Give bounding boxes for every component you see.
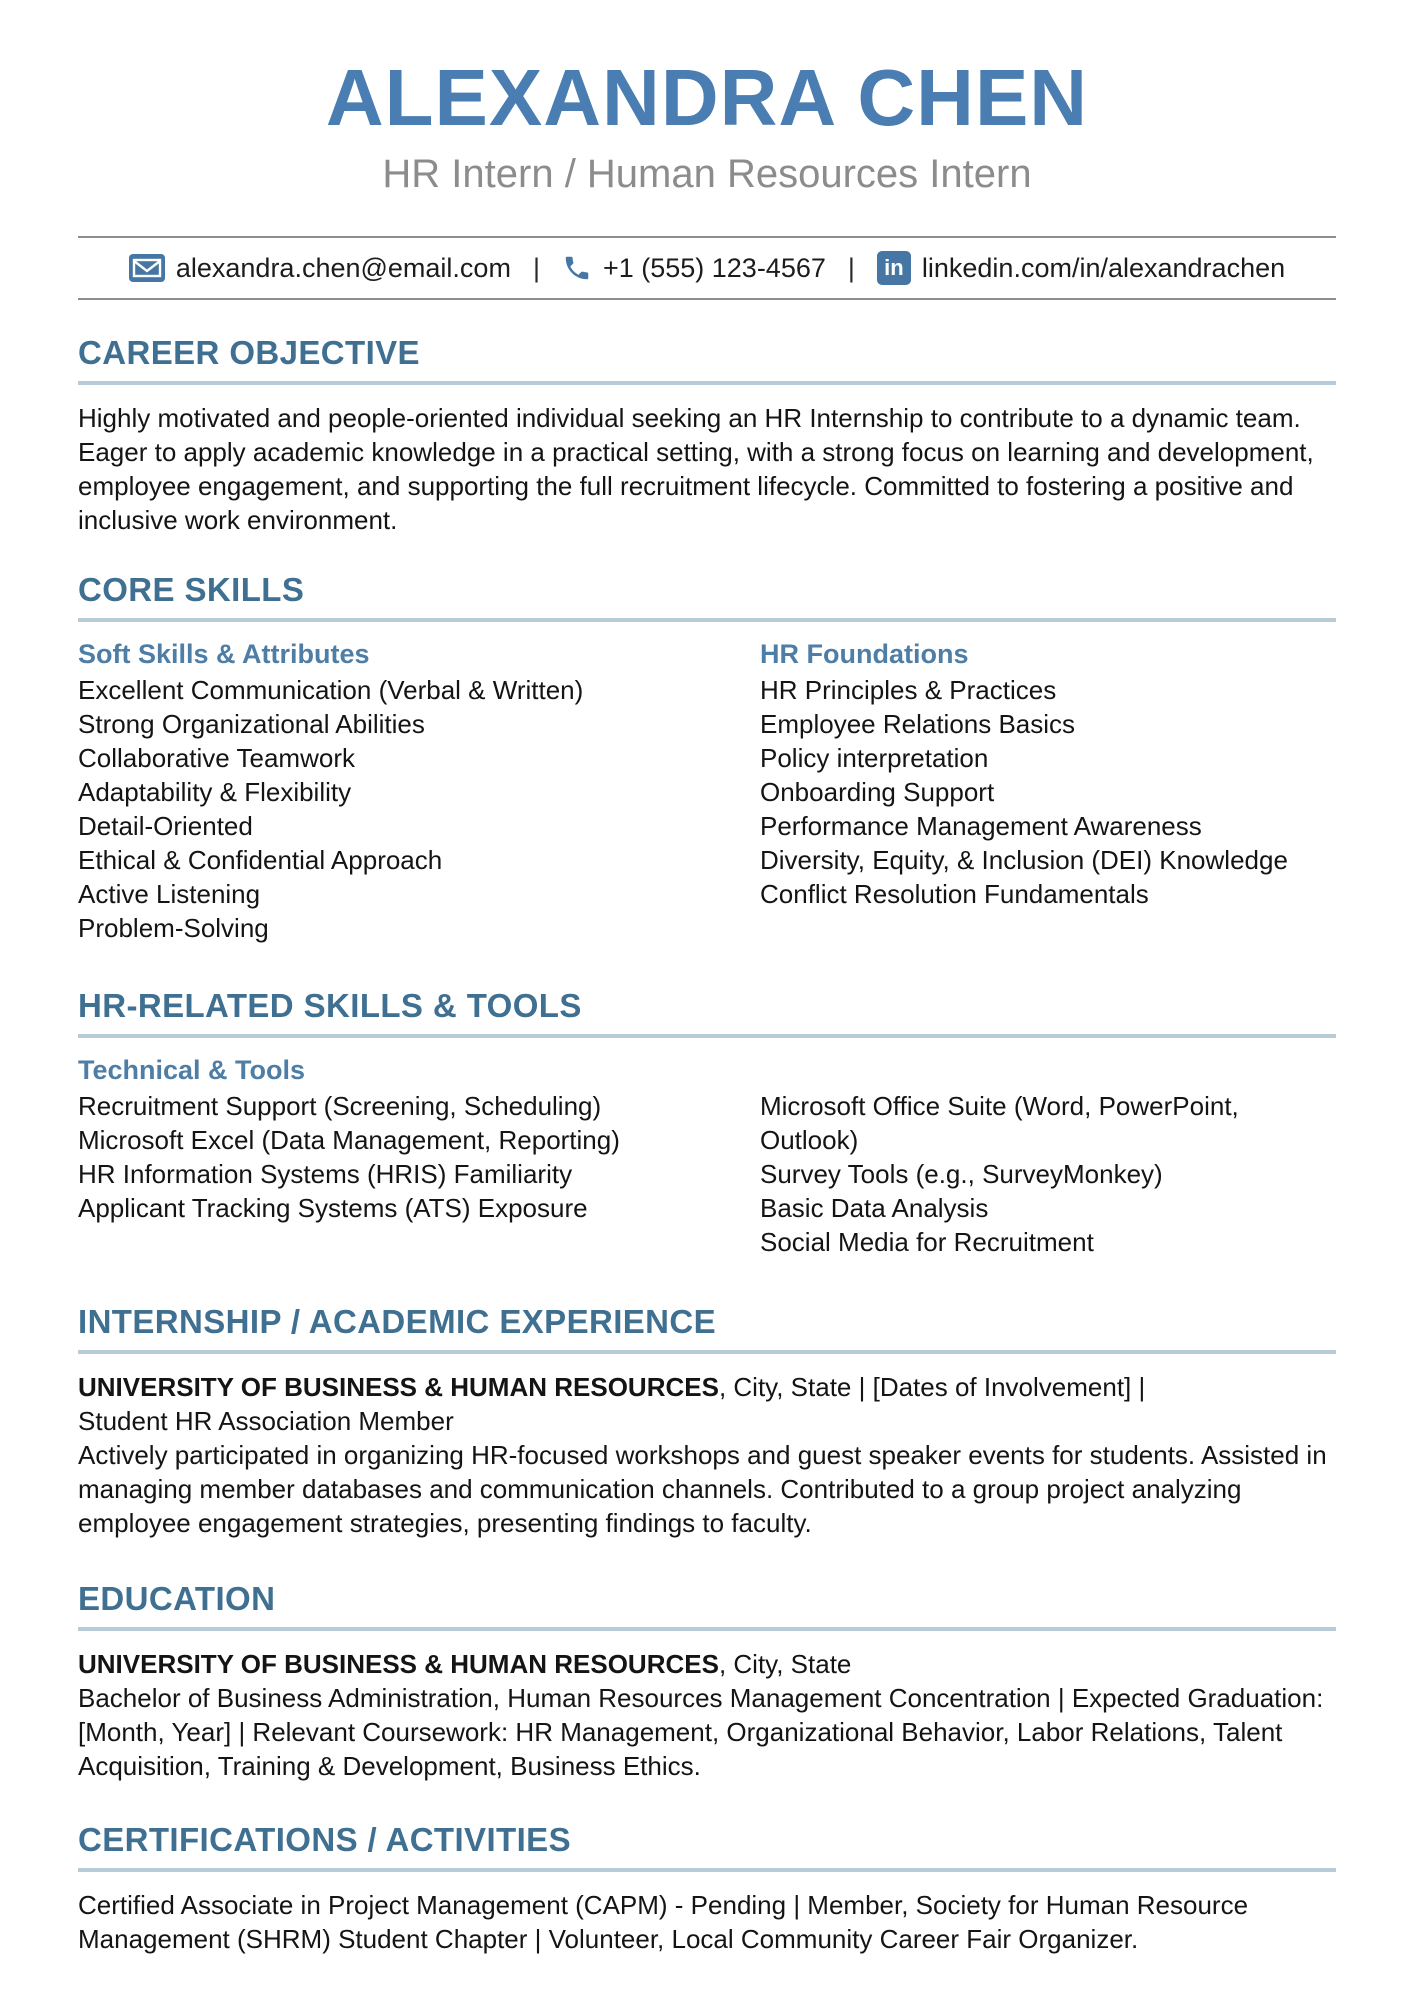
list-item: Microsoft Excel (Data Management, Reporting)	[78, 1124, 620, 1155]
list-item: Collaborative Teamwork	[78, 742, 355, 773]
list-item: Active Listening	[78, 878, 261, 909]
experience-org: UNIVERSITY OF BUSINESS & HUMAN RESOURCES	[78, 1371, 719, 1402]
list-item: Problem-Solving	[78, 912, 269, 943]
education-org: UNIVERSITY OF BUSINESS & HUMAN RESOURCES	[78, 1648, 719, 1679]
list-item: Onboarding Support	[760, 776, 995, 807]
education-org-line	[78, 1647, 1336, 1681]
contact-phone-text: +1 (555) 123-4567	[602, 252, 826, 283]
core-skills-columns	[78, 637, 1336, 945]
list-item: Detail-Oriented	[78, 810, 253, 841]
list-item: Strong Organizational Abilities	[78, 708, 425, 739]
section-underline	[78, 1868, 1336, 1872]
list-item: Basic Data Analysis	[760, 1192, 989, 1223]
list-item: HR Principles & Practices	[760, 674, 1057, 705]
list-item: Ethical & Confidential Approach	[78, 844, 443, 875]
certifications-body: Certified Associate in Project Management (CAPM) - Pending | Member, Society for Human Resource Management (SHRM) Student Chapter | Volunteer, Local Community Career Fair Organizer.	[78, 1889, 1249, 1954]
career-objective-text: Highly motivated and people-oriented individual seeking an HR Internship to contribute to a dynamic team. Eager to apply academic knowledge in a practical setting, with a strong focus on learning and development, employee engagement, and supporting the full recruitment lifecycle. Committed to fostering a positive and inclusive work environment.	[78, 402, 1314, 535]
section-heading-hr-tools: HR-RELATED SKILLS & TOOLS	[78, 986, 582, 1024]
skills-column-hr-foundations	[760, 637, 1336, 945]
section-heading-core-skills: CORE SKILLS	[78, 570, 305, 608]
contact-linkedin-text: linkedin.com/in/alexandrachen	[921, 252, 1286, 283]
list-item: Recruitment Support (Screening, Scheduling)	[78, 1090, 602, 1121]
section-underline	[78, 1350, 1336, 1354]
experience-org-line	[78, 1370, 1336, 1404]
section-underline	[78, 1034, 1336, 1038]
contact-bar	[78, 238, 1336, 298]
list-item: Adaptability & Flexibility	[78, 776, 352, 807]
section-experience	[78, 1303, 1336, 1540]
soft-skills-subheading: Soft Skills & Attributes	[78, 638, 370, 669]
experience-org-meta: , City, State | [Dates of Involvement] |	[718, 1371, 1146, 1402]
education-body: Bachelor of Business Administration, Human Resources Management Concentration | Expected Graduation: [Month, Year] | Relevant Coursework: HR Management, Organizational Behavior, Labor Relations, Talent Acquisition, Training & Development, Business Ethics.	[78, 1682, 1324, 1781]
hr-tools-columns	[78, 1089, 1336, 1259]
phone-icon	[562, 253, 592, 283]
tools-list-left	[78, 1089, 760, 1259]
section-heading-certifications: CERTIFICATIONS / ACTIVITIES	[78, 1820, 571, 1858]
linkedin-icon: in	[877, 251, 911, 285]
section-heading-education: EDUCATION	[78, 1579, 276, 1617]
section-heading-career-objective: CAREER OBJECTIVE	[78, 334, 420, 371]
skills-column-soft	[78, 637, 760, 945]
contact-separator: |	[847, 252, 855, 283]
list-item: Employee Relations Basics	[760, 708, 1076, 739]
contact-separator: |	[532, 252, 540, 283]
list-item: Applicant Tracking Systems (ATS) Exposure	[78, 1192, 588, 1223]
list-item: Policy interpretation	[760, 742, 989, 773]
section-underline	[78, 381, 1336, 385]
hr-foundations-list	[760, 673, 1336, 911]
education-org-meta: , City, State	[718, 1648, 852, 1679]
tools-list-right	[760, 1089, 1336, 1259]
list-item: Excellent Communication (Verbal & Written)	[78, 674, 584, 705]
contact-linkedin	[877, 251, 1285, 285]
section-education	[78, 1580, 1336, 1783]
job-title: HR Intern / Human Resources Intern	[382, 152, 1032, 196]
section-hr-tools	[78, 987, 1336, 1259]
list-item: Performance Management Awareness	[760, 810, 1202, 841]
section-underline	[78, 1627, 1336, 1631]
section-underline	[78, 618, 1336, 622]
list-item: Microsoft Office Suite (Word, PowerPoint, Outlook)	[760, 1090, 1239, 1155]
email-icon	[129, 254, 165, 282]
contact-phone	[562, 253, 826, 284]
soft-skills-list	[78, 673, 760, 945]
section-core-skills	[78, 571, 1336, 945]
list-item: Conflict Resolution Fundamentals	[760, 878, 1149, 909]
experience-body: Actively participated in organizing HR-focused workshops and guest speaker events for students. Assisted in managing member databases and communication channels. Contributed to a group project analyzing employee engagement strategies, presenting findings to faculty.	[78, 1439, 1327, 1538]
list-item: Survey Tools (e.g., SurveyMonkey)	[760, 1158, 1163, 1189]
list-item: Diversity, Equity, & Inclusion (DEI) Knowledge	[760, 844, 1288, 875]
list-item: Social Media for Recruitment	[760, 1226, 1094, 1257]
section-career-objective	[78, 334, 1336, 537]
hr-foundations-subheading: HR Foundations	[760, 638, 969, 669]
experience-role: Student HR Association Member	[78, 1405, 454, 1436]
section-certifications	[78, 1821, 1336, 1956]
contact-email-text: alexandra.chen@email.com	[175, 252, 511, 283]
technical-tools-subheading: Technical & Tools	[78, 1054, 306, 1085]
list-item: HR Information Systems (HRIS) Familiarity	[78, 1158, 573, 1189]
section-heading-experience: INTERNSHIP / ACADEMIC EXPERIENCE	[78, 1302, 717, 1340]
page-title: ALEXANDRA CHEN	[325, 53, 1089, 142]
contact-email	[129, 253, 511, 284]
header-divider-bottom	[78, 298, 1336, 300]
